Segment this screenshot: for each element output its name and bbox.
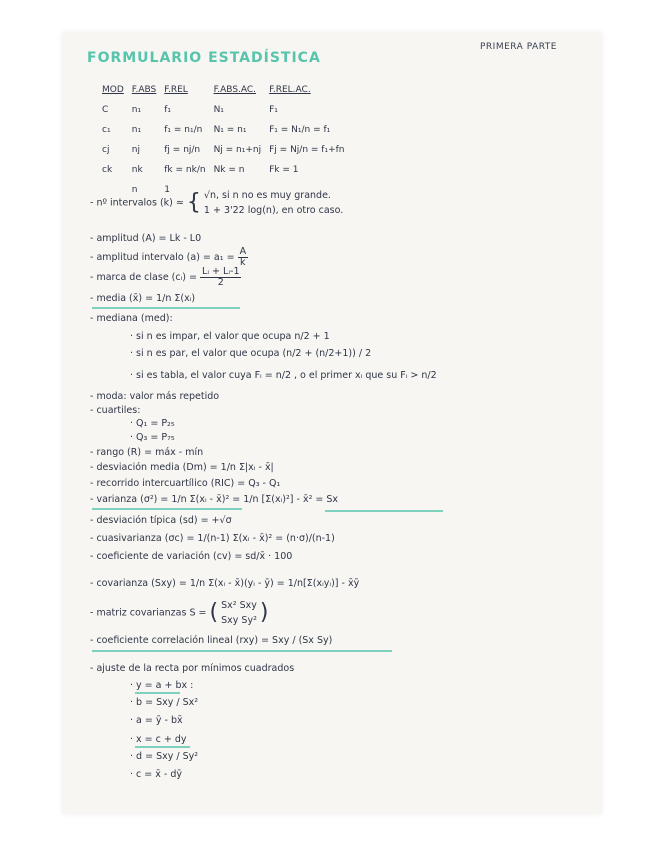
highlight-underline <box>92 307 240 309</box>
rango-line: - rango (R) = máx - mín <box>90 447 204 458</box>
mediana-case: · si n es par, el valor que ocupa (n/2 + (n/2+1)) / 2 <box>130 348 372 359</box>
col-header: F.ABS.AC. <box>213 85 257 95</box>
table-cell: cj <box>102 145 110 155</box>
cuartil-item: · Q₁ = P₂₅ <box>130 418 175 429</box>
table-cell: 1 <box>164 185 170 195</box>
amplitud-intervalo-line <box>90 247 248 268</box>
numerator: Lᵢ + Lᵢ-1 <box>202 266 240 277</box>
ajuste-item: · b = Sxy / Sx² <box>130 697 199 708</box>
desviacion-media-line: - desviación media (Dm) = 1/n Σ|xᵢ - x̄| <box>90 462 274 473</box>
col-header: MOD <box>102 85 124 95</box>
intervals-option: 1 + 3'22 log(n), en otro caso. <box>203 205 344 216</box>
ajuste-item: · c = x̄ - dȳ <box>130 769 183 780</box>
ric-line: - recorrido intercuartílico (RIC) = Q₃ - Q₁ <box>90 478 281 489</box>
formula-prefix: - amplitud intervalo (a) = a₁ = <box>90 252 235 263</box>
fraction <box>200 267 241 288</box>
mediana-line: - mediana (med): <box>90 313 173 324</box>
intervals-label: - nº intervalos (k) ≈ <box>90 197 184 209</box>
intervals-formula <box>90 188 343 218</box>
table-cell: Nj = n₁+nj <box>213 145 262 155</box>
ajuste-item: · a = ȳ - bx̄ <box>130 715 183 726</box>
table-cell: n₁ <box>131 105 142 115</box>
paren-icon: ) <box>259 600 269 625</box>
media-line: - media (x̄) = 1/n Σ(xᵢ) <box>90 293 196 304</box>
table-cell: nk <box>131 165 143 175</box>
ajuste-item: · y = a + bx : <box>130 680 194 691</box>
brace-icon: { <box>186 190 201 215</box>
table-cell: fk = nk/n <box>164 165 206 175</box>
table-cell: c₁ <box>102 125 111 135</box>
cuartil-item: · Q₃ = P₇₅ <box>130 432 175 443</box>
table-cell: n₁ <box>131 125 142 135</box>
part-label: PRIMERA PARTE <box>480 42 557 52</box>
table-cell: f₁ <box>164 105 172 115</box>
cuartiles-line: - cuartiles: <box>90 405 141 416</box>
ajuste-line: - ajuste de la recta por mínimos cuadrados <box>90 663 295 674</box>
denominator: 2 <box>217 277 224 288</box>
covariance-matrix <box>221 598 257 628</box>
table-cell: N₁ = n₁ <box>213 125 247 135</box>
table-cell: Nk = n <box>213 165 245 175</box>
highlight-underline <box>325 510 443 512</box>
table-cell: nj <box>131 145 140 155</box>
highlight-underline <box>92 650 392 652</box>
table-row <box>98 140 349 160</box>
mediana-case: · si es tabla, el valor cuya Fᵢ = n/2 , o el primer xᵢ que su Fᵢ > n/2 <box>130 370 437 381</box>
table-cell: F₁ <box>269 105 278 115</box>
numerator: A <box>239 246 247 257</box>
table-cell: F₁ = N₁/n = f₁ <box>269 125 331 135</box>
table-row <box>98 160 349 180</box>
matriz-line <box>90 598 269 628</box>
table-cell: N₁ <box>213 105 224 115</box>
mediana-case: · si n es impar, el valor que ocupa n/2 + 1 <box>130 331 330 342</box>
covarianza-line: - covarianza (Sxy) = 1/n Σ(xᵢ - x̄)(yᵢ - ȳ) = 1/n[Σ(xᵢyᵢ)] - x̄ȳ <box>90 578 360 589</box>
highlight-underline <box>92 508 242 510</box>
frequency-table <box>98 80 349 200</box>
formula-prefix: - matriz covarianzas S = <box>90 607 207 619</box>
paren-icon: ( <box>209 600 219 625</box>
matrix-row: Sxy Sy² <box>221 615 257 626</box>
table-cell: n <box>131 185 138 195</box>
highlight-underline <box>135 692 180 694</box>
ajuste-item: · d = Sxy / Sy² <box>130 751 199 762</box>
col-header: F.REL.AC. <box>269 85 311 95</box>
page-title: FORMULARIO ESTADÍSTICA <box>87 50 321 66</box>
table-row <box>98 120 349 140</box>
table-cell: Fj = Nj/n = f₁+fn <box>269 145 345 155</box>
fraction <box>238 247 249 268</box>
table-cell: ck <box>102 165 113 175</box>
intervals-option: √n, si n no es muy grande. <box>203 190 331 201</box>
table-row <box>98 100 349 120</box>
moda-line: - moda: valor más repetido <box>90 391 220 402</box>
table-header-row <box>98 80 349 100</box>
table-cell: Fk = 1 <box>269 165 299 175</box>
coeficiente-variacion-line: - coeficiente de variación (cv) = sd/x̄ · 100 <box>90 551 293 562</box>
matrix-row: Sx² Sxy <box>221 600 257 611</box>
table-cell: C <box>102 105 109 115</box>
col-header: F.ABS <box>131 85 157 95</box>
marca-clase-line <box>90 267 241 288</box>
ajuste-item: · x = c + dy <box>130 734 187 745</box>
table-cell: f₁ = n₁/n <box>164 125 203 135</box>
intervals-options <box>204 188 343 218</box>
denominator: k <box>240 257 246 268</box>
desviacion-tipica-line: - desviación típica (sd) = +√σ <box>90 515 232 526</box>
cuasivarianza-line: - cuasivarianza (σc) = 1/(n-1) Σ(xᵢ - x̄)² = (n·σ)/(n-1) <box>90 533 335 544</box>
table-cell: fj = nj/n <box>164 145 201 155</box>
formula-prefix: - marca de clase (cᵢ) = <box>90 272 197 283</box>
col-header: F.REL <box>164 85 188 95</box>
amplitud-line: - amplitud (A) = Lk - L0 <box>90 233 202 244</box>
highlight-underline <box>135 746 190 748</box>
correlacion-line: - coeficiente correlación lineal (rxy) = Sxy / (Sx Sy) <box>90 635 333 646</box>
varianza-line: - varianza (σ²) = 1/n Σ(xᵢ - x̄)² = 1/n [Σ(xᵢ)²] - x̄² = Sx <box>90 494 339 505</box>
